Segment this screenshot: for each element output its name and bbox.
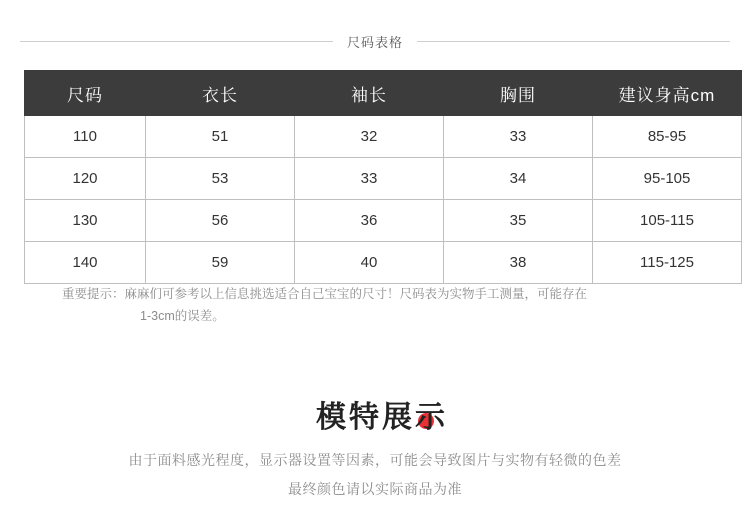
column-header-size: 尺码 bbox=[25, 71, 146, 116]
cell-size: 120 bbox=[25, 158, 146, 200]
table-header-row bbox=[25, 71, 742, 116]
cell-length: 59 bbox=[146, 242, 295, 284]
table-row bbox=[25, 200, 742, 242]
size-table bbox=[24, 70, 742, 284]
cell-length: 56 bbox=[146, 200, 295, 242]
cell-height: 95-105 bbox=[593, 158, 742, 200]
cell-sleeve: 40 bbox=[295, 242, 444, 284]
table-row bbox=[25, 242, 742, 284]
cell-sleeve: 36 bbox=[295, 200, 444, 242]
section-title: 尺码表格 bbox=[347, 35, 404, 50]
size-table-body bbox=[25, 116, 742, 284]
cell-chest: 33 bbox=[444, 116, 593, 158]
cell-sleeve: 33 bbox=[295, 158, 444, 200]
size-note-line2: 1-3cm的误差。 bbox=[140, 309, 225, 323]
cell-size: 110 bbox=[25, 116, 146, 158]
cell-height: 105-115 bbox=[593, 200, 742, 242]
cell-chest: 35 bbox=[444, 200, 593, 242]
cell-height: 115-125 bbox=[593, 242, 742, 284]
cell-height: 85-95 bbox=[593, 116, 742, 158]
disclaimer-line-1: 由于面料感光程度，显示器设置等因素，可能会导致图片与实物有轻微的色差 bbox=[128, 452, 622, 468]
model-show-heading bbox=[0, 392, 750, 436]
size-table-header bbox=[25, 71, 742, 116]
cell-chest: 34 bbox=[444, 158, 593, 200]
column-header-length: 衣长 bbox=[146, 71, 295, 116]
column-header-chest: 胸围 bbox=[444, 71, 593, 116]
table-row bbox=[25, 158, 742, 200]
cell-size: 140 bbox=[25, 242, 146, 284]
cell-sleeve: 32 bbox=[295, 116, 444, 158]
cell-size: 130 bbox=[25, 200, 146, 242]
cell-chest: 38 bbox=[444, 242, 593, 284]
divider-left bbox=[20, 41, 333, 42]
divider-right bbox=[417, 41, 730, 42]
model-show-heading-text: 模特展示 bbox=[316, 400, 448, 435]
color-disclaimer bbox=[0, 446, 750, 504]
column-header-sleeve: 袖长 bbox=[295, 71, 444, 116]
size-note-line1: 麻麻们可参考以上信息挑选适合自己宝宝的尺寸！尺码表为实物手工测量，可能存在 bbox=[124, 287, 588, 301]
column-header-height: 建议身高cm bbox=[593, 71, 742, 116]
cell-length: 53 bbox=[146, 158, 295, 200]
disclaimer-line-2: 最终颜色请以实际商品为准 bbox=[288, 481, 462, 497]
cell-length: 51 bbox=[146, 116, 295, 158]
table-row bbox=[25, 116, 742, 158]
size-note bbox=[62, 283, 692, 327]
size-chart-section-header bbox=[0, 32, 750, 51]
size-note-label: 重要提示： bbox=[62, 287, 125, 301]
